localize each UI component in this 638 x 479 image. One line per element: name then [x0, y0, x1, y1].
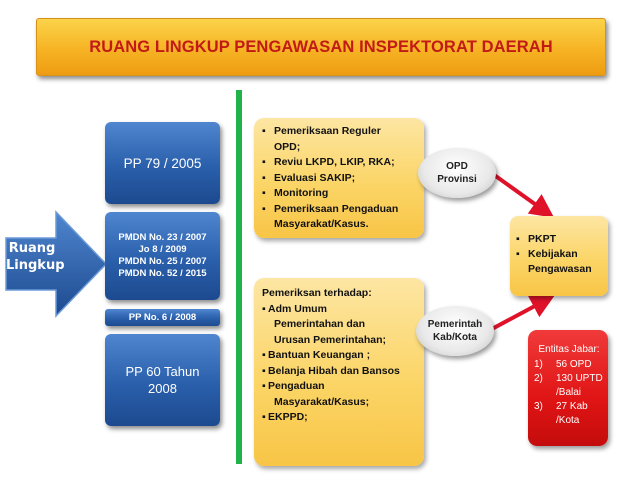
- item-line: Pemeriksaan Pengaduan: [274, 202, 399, 215]
- item-line: EKPPD;: [268, 411, 308, 423]
- pp-6-box: [105, 309, 220, 326]
- bullet-icon: ▪: [516, 233, 520, 245]
- arrow-kab-to-pkpt: [490, 300, 546, 330]
- bullet-icon: ▪: [262, 171, 266, 184]
- page-title: RUANG LINGKUP PENGAWASAN INSPEKTORAT DAERAH: [89, 37, 553, 56]
- pmdn-line: PMDN No. 23 / 2007: [118, 232, 207, 243]
- oval-line: OPD: [446, 161, 468, 172]
- item-line: Pemerintahan dan: [274, 318, 366, 330]
- title-banner: [36, 18, 606, 76]
- arrow-opd-to-pkpt: [490, 172, 546, 212]
- pmdn-line: PMDN No. 52 / 2015: [118, 268, 207, 279]
- list-item: [516, 232, 604, 247]
- bullet-icon: ▪: [262, 202, 266, 215]
- item-line: Bantuan Keuangan ;: [268, 349, 371, 361]
- item-line: Pengawasan: [528, 263, 592, 275]
- item-line: Kebijakan: [528, 248, 578, 260]
- bullet-icon: ▪: [262, 302, 266, 315]
- list-item: [534, 400, 604, 428]
- pp-60-line: PP 60 Tahun: [125, 364, 200, 379]
- list-item: [262, 302, 418, 349]
- item-line: 27 Kab: [556, 401, 588, 412]
- list-item: [262, 186, 418, 202]
- ruang-label-line1: Ruang: [8, 241, 56, 256]
- bullet-icon: ▪: [262, 380, 266, 392]
- pp-60-box: [105, 334, 220, 426]
- item-line: 56 OPD: [556, 359, 592, 370]
- list-item: [262, 348, 418, 364]
- ruang-lingkup-label: [6, 240, 65, 274]
- item-number: 3): [534, 401, 543, 412]
- pp-6-label: PP No. 6 / 2008: [128, 312, 197, 323]
- entitas-title: Entitas Jabar:: [538, 344, 600, 355]
- pmdn-line: PMDN No. 25 / 2007: [118, 256, 207, 267]
- item-line: Reviu LKPD, LKIP, RKA;: [274, 156, 395, 168]
- item-line: Urusan Pemerintahan;: [274, 333, 387, 346]
- bullet-icon: ▪: [262, 364, 266, 377]
- opd-provinsi-oval: [418, 148, 496, 198]
- list-item: [262, 410, 418, 426]
- pmdn-line: Jo 8 / 2009: [138, 244, 187, 255]
- item-line: /Kota: [556, 415, 580, 426]
- oval-line: Provinsi: [437, 174, 477, 185]
- list-item: [262, 364, 418, 380]
- list-item: [262, 171, 418, 187]
- bullet-icon: ▪: [262, 125, 266, 137]
- item-number: 1): [534, 359, 543, 370]
- list-item: [262, 155, 418, 171]
- item-line: Belanja Hibah dan Bansos: [268, 364, 400, 377]
- item-line: Masyarakat/Kasus.: [274, 218, 369, 230]
- bullet-icon: ▪: [516, 248, 520, 260]
- list-item: [534, 358, 604, 372]
- item-line: OPD;: [274, 140, 301, 153]
- item-line: /Balai: [556, 387, 582, 398]
- pp-60-line: 2008: [148, 381, 177, 396]
- list-item: [534, 372, 604, 400]
- pp-79-box: [105, 122, 220, 204]
- oval-line: Kab/Kota: [433, 332, 477, 343]
- item-line: Evaluasi SAKIP;: [274, 171, 356, 184]
- list-item: [262, 124, 418, 155]
- item-line: 130 UPTD: [556, 373, 603, 384]
- ruang-label-line2: Lingkup: [6, 258, 65, 273]
- item-line: Monitoring: [274, 187, 329, 199]
- item-line: Pemeriksaan Reguler: [274, 125, 381, 137]
- bullet-icon: ▪: [262, 349, 266, 361]
- item-line: Masyarakat/Kasus;: [274, 395, 370, 408]
- list-item: [262, 202, 418, 233]
- bullet-icon: ▪: [262, 156, 266, 168]
- bullet-icon: ▪: [262, 411, 266, 423]
- kab-box-heading: Pemeriksan terhadap:: [262, 287, 372, 299]
- entitas-jabar-box: [528, 330, 608, 446]
- oval-line: Pemerintah: [427, 319, 483, 330]
- divider-bar: [236, 90, 242, 464]
- item-number: 2): [534, 373, 543, 384]
- pp-79-label: PP 79 / 2005: [123, 155, 202, 171]
- item-line: Adm Umum: [268, 302, 327, 315]
- item-line: PKPT: [528, 233, 557, 245]
- list-item: [516, 247, 604, 277]
- pmdn-box: [105, 212, 220, 300]
- item-line: Pengaduan: [268, 380, 325, 392]
- pkpt-box: [510, 216, 608, 296]
- pemerintah-kab-kota-oval: [416, 306, 494, 356]
- list-item: [262, 379, 418, 410]
- opd-scope-box: [254, 118, 424, 238]
- kab-kota-scope-box: [254, 278, 424, 466]
- bullet-icon: ▪: [262, 187, 266, 199]
